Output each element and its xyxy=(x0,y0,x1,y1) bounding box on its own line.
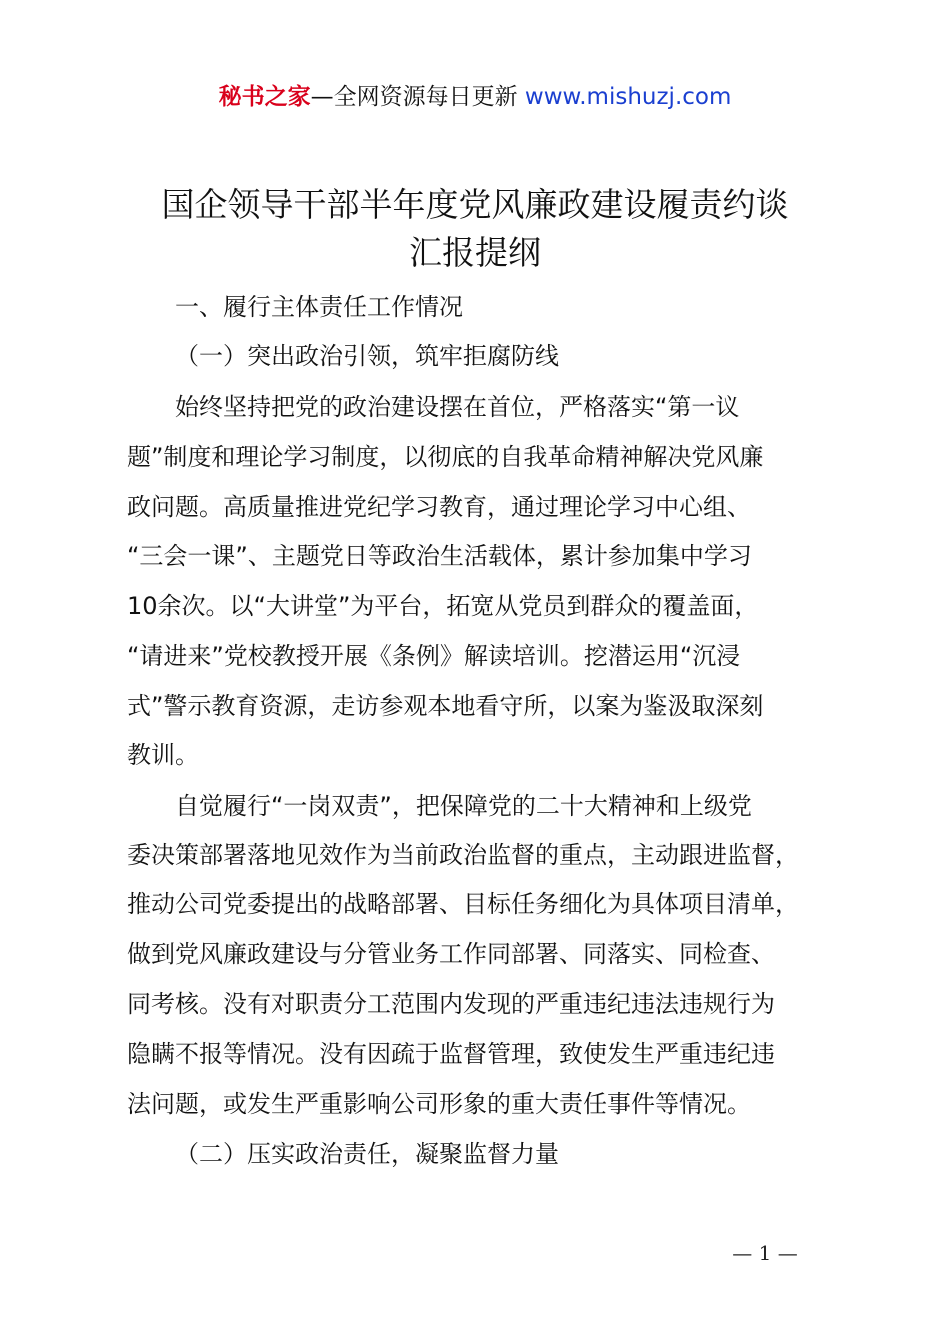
paragraph-line: 自觉履行“一岗双责”，把保障党的二十大精神和上级党 xyxy=(175,792,752,820)
page-number: — 1 — xyxy=(732,1241,798,1265)
paragraph-line: 推动公司党委提出的战略部署、目标任务细化为具体项目清单， xyxy=(127,890,799,918)
paragraph-line: 法问题，或发生严重影响公司形象的重大责任事件等情况。 xyxy=(127,1090,751,1118)
paragraph-line: 式”警示教育资源，走访参观本地看守所，以案为鉴汲取深刻 xyxy=(127,692,764,720)
paragraph-line: 始终坚持把党的政治建设摆在首位，严格落实“第一议 xyxy=(175,393,740,421)
site-slogan: —全网资源每日更新 xyxy=(310,84,518,110)
paragraph-line: 题”制度和理论学习制度，以彻底的自我革命精神解决党风廉 xyxy=(127,443,764,471)
paragraph-line: 委决策部署落地见效作为当前政治监督的重点，主动跟进监督， xyxy=(127,841,799,869)
subsection-heading: （一）突出政治引领，筑牢拒腐防线 xyxy=(175,342,559,370)
paragraph-line: 教训。 xyxy=(127,741,199,769)
paragraph-line: 政问题。高质量推进党纪学习教育，通过理论学习中心组、 xyxy=(127,493,751,521)
title-line: 汇报提纲 xyxy=(409,233,541,272)
paragraph-line: 同考核。没有对职责分工范围内发现的严重违纪违法违规行为 xyxy=(127,990,775,1018)
site-url-link[interactable]: www.mishuzj.com xyxy=(524,84,732,110)
paragraph-line: 隐瞒不报等情况。没有因疏于监督管理，致使发生严重违纪违 xyxy=(127,1040,775,1068)
site-brand: 秘书之家 xyxy=(218,84,311,110)
paragraph-line: 做到党风廉政建设与分管业务工作同部署、同落实、同检查、 xyxy=(127,940,775,968)
paragraph-line: “三会一课”、主题党日等政治生活载体，累计参加集中学习 xyxy=(127,542,752,570)
subsection-heading: （二）压实政治责任，凝聚监督力量 xyxy=(175,1140,559,1168)
document-title xyxy=(60,181,890,277)
title-line: 国企领导干部半年度党风廉政建设履责约谈 xyxy=(161,185,789,224)
paragraph-line: “请进来”党校教授开展《条例》解读培训。挖潜运用“沉浸 xyxy=(127,642,741,670)
paragraph-line: 10余次。以“大讲堂”为平台，拓宽从党员到群众的覆盖面， xyxy=(127,592,759,620)
section-heading: 一、履行主体责任工作情况 xyxy=(175,293,463,321)
site-header xyxy=(0,80,950,114)
